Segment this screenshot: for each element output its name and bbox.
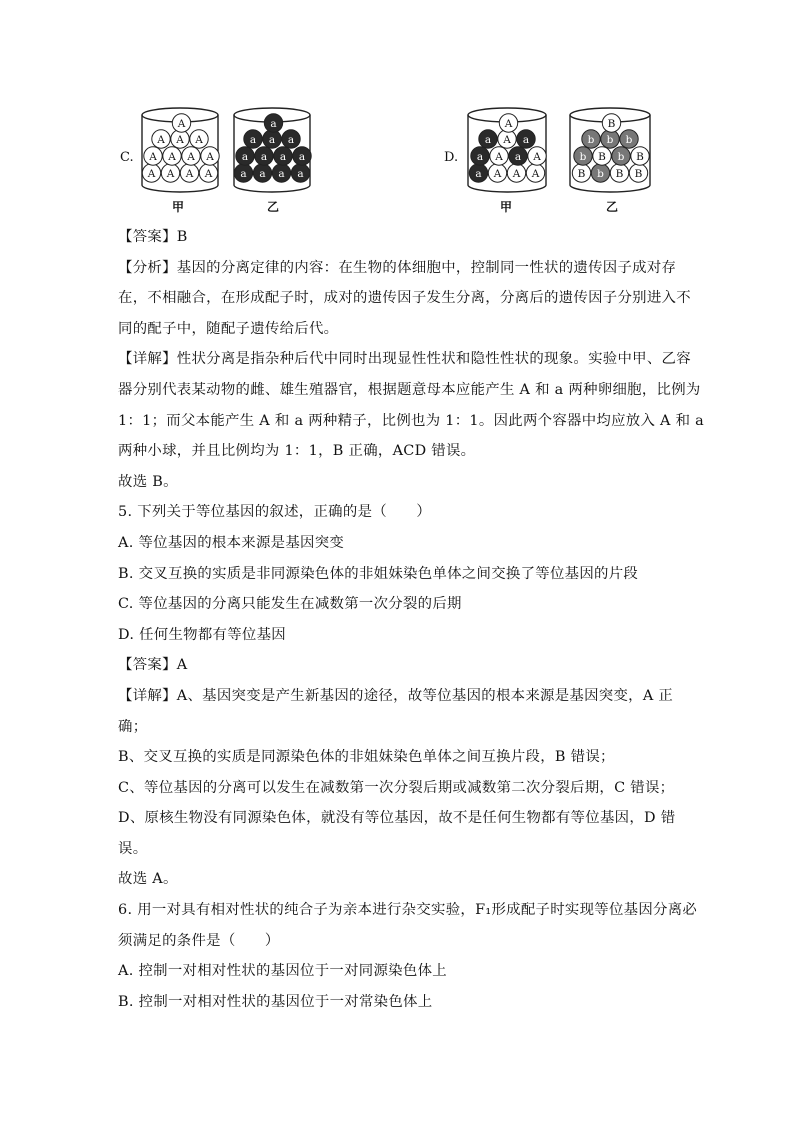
ball-a: [272, 164, 290, 182]
ball-A: [190, 130, 208, 148]
jar-c-yi: [232, 106, 312, 194]
explanation-line: 器分别代表某动物的雌、雄生殖器官，根据题意母本应能产生 A 和 a 两种卵细胞，比例为: [118, 381, 701, 398]
ball-A: [490, 147, 508, 165]
svg-text:a: a: [240, 167, 247, 180]
svg-text:A: A: [177, 117, 186, 130]
analysis-line: 同的配子中，随配子遗传给后代。: [118, 320, 339, 337]
ball-a: [255, 147, 273, 165]
svg-text:b: b: [617, 150, 625, 163]
svg-text:a: a: [484, 133, 492, 146]
conclusion-line: 故选 B。: [118, 473, 178, 490]
question-5-stem: 5. 下列关于等位基因的叙述，正确的是（ ）: [118, 504, 432, 521]
svg-text:A: A: [504, 117, 513, 130]
ball-a: [282, 130, 300, 148]
question-6-stem: 须满足的条件是（ ）: [118, 932, 280, 949]
question-5-option-c: C. 等位基因的分离只能发生在减数第一次分裂的后期: [118, 596, 462, 613]
explanation-line: 【详解】性状分离是指杂种后代中同时出现显性性状和隐性性状的现象。实验中甲、乙容: [118, 351, 691, 368]
svg-text:A: A: [493, 167, 502, 180]
jar-d-jia-label: 甲: [500, 200, 513, 214]
ball-A: [507, 164, 525, 182]
question-5-option-b: B. 交叉互换的实质是非同源染色体的非姐妹染色单体之间交换了等位基因的片段: [118, 565, 639, 582]
svg-text:A: A: [168, 150, 176, 163]
svg-text:a: a: [270, 117, 277, 130]
ball-a: [293, 147, 311, 165]
ball-a: [234, 164, 252, 182]
figure-row: [0, 98, 794, 218]
explanation-line: 误。: [118, 840, 148, 857]
analysis-line: 【分析】基因的分离定律的内容：在生物的体细胞中，控制同一性状的遗传因子成对存: [118, 259, 677, 276]
ball-a: [471, 147, 489, 165]
jar-d-yi-label: 乙: [606, 200, 619, 214]
ball-B: [572, 164, 590, 182]
ball-A: [144, 147, 162, 165]
svg-text:A: A: [185, 167, 194, 180]
ball-A: [526, 164, 544, 182]
question-6-stem: 6. 用一对具有相对性状的纯合子为亲本进行杂交实验，F₁形成配子时实现等位基因分离必: [118, 902, 698, 919]
ball-A: [180, 164, 198, 182]
svg-text:a: a: [278, 167, 285, 180]
svg-text:A: A: [147, 167, 156, 180]
ball-a: [236, 147, 254, 165]
svg-text:A: A: [533, 150, 541, 163]
svg-text:B: B: [615, 167, 624, 180]
svg-text:a: a: [268, 133, 276, 146]
svg-text:B: B: [607, 117, 616, 130]
svg-text:a: a: [259, 167, 266, 180]
explanation-line: 两种小球，并且比例均为 1：1，B 正确，ACD 错误。: [118, 443, 476, 460]
ball-b: [582, 130, 600, 148]
ball-A: [499, 114, 517, 132]
svg-text:A: A: [187, 150, 195, 163]
ball-B: [631, 147, 649, 165]
conclusion-line: 故选 A。: [118, 871, 178, 888]
ball-A: [488, 164, 506, 182]
svg-text:a: a: [260, 150, 268, 163]
svg-text:B: B: [636, 150, 644, 163]
ball-a: [253, 164, 271, 182]
svg-text:A: A: [503, 133, 511, 146]
ball-a: [479, 130, 497, 148]
jar-c-jia: [140, 106, 220, 194]
svg-text:a: a: [476, 150, 484, 163]
ball-b: [574, 147, 592, 165]
ball-a: [274, 147, 292, 165]
ball-A: [161, 164, 179, 182]
ball-b: [591, 164, 609, 182]
explanation-line: 确；: [118, 718, 148, 735]
svg-text:A: A: [195, 133, 203, 146]
svg-text:a: a: [279, 150, 287, 163]
explanation-line: 【详解】A、基因突变是产生新基因的途径，故等位基因的根本来源是基因突变，A 正: [118, 687, 674, 704]
svg-text:a: a: [522, 133, 530, 146]
answer-line-q5: 【答案】A: [118, 657, 188, 674]
svg-text:B: B: [598, 150, 606, 163]
answer-line-q4: 【答案】B: [118, 229, 188, 245]
ball-B: [629, 164, 647, 182]
svg-text:A: A: [166, 167, 175, 180]
svg-text:a: a: [249, 133, 257, 146]
ball-A: [142, 164, 160, 182]
svg-text:B: B: [634, 167, 643, 180]
svg-text:b: b: [625, 133, 633, 146]
ball-a: [244, 130, 262, 148]
ball-A: [199, 164, 217, 182]
svg-text:A: A: [149, 150, 157, 163]
svg-text:A: A: [531, 167, 540, 180]
document-text: [118, 222, 705, 1017]
svg-text:a: a: [514, 150, 522, 163]
ball-a: [517, 130, 535, 148]
svg-text:A: A: [176, 133, 184, 146]
svg-text:a: a: [297, 167, 304, 180]
jar-c-yi-label: 乙: [267, 200, 280, 214]
explanation-line: B、交叉互换的实质是同源染色体的非姐妹染色单体之间互换片段，B 错误；: [118, 749, 615, 766]
ball-B: [593, 147, 611, 165]
jar-d-jia: [466, 106, 548, 194]
svg-text:a: a: [475, 167, 482, 180]
ball-A: [201, 147, 219, 165]
svg-text:A: A: [204, 167, 213, 180]
ball-b: [612, 147, 630, 165]
svg-text:A: A: [495, 150, 503, 163]
ball-a: [509, 147, 527, 165]
ball-A: [172, 114, 190, 132]
ball-b: [620, 130, 638, 148]
ball-a: [291, 164, 309, 182]
ball-A: [163, 147, 181, 165]
explanation-line: 1：1；而父本能产生 A 和 a 两种精子，比例也为 1：1。因此两个容器中均应放入 A 和 a: [118, 412, 705, 429]
svg-text:B: B: [577, 167, 586, 180]
explanation-line: D、原核生物没有同源染色体，就没有等位基因，故不是任何生物都有等位基因，D 错: [118, 810, 676, 827]
svg-text:b: b: [597, 167, 604, 180]
question-5-option-a: A. 等位基因的根本来源是基因突变: [118, 534, 345, 551]
jar-c-jia-label: 甲: [172, 200, 185, 214]
svg-text:A: A: [157, 133, 165, 146]
ball-B: [610, 164, 628, 182]
svg-text:b: b: [587, 133, 595, 146]
analysis-line: 在，不相融合，在形成配子时，成对的遗传因子发生分离，分离后的遗传因子分别进入不: [118, 290, 691, 307]
svg-text:a: a: [298, 150, 306, 163]
svg-text:A: A: [512, 167, 521, 180]
option-c-label: C.: [120, 150, 134, 165]
svg-text:a: a: [241, 150, 249, 163]
ball-A: [182, 147, 200, 165]
explanation-line: C、等位基因的分离可以发生在减数第一次分裂后期或减数第二次分裂后期，C 错误；: [118, 779, 675, 796]
svg-text:b: b: [579, 150, 587, 163]
ball-a: [469, 164, 487, 182]
ball-B: [602, 114, 620, 132]
svg-text:a: a: [287, 133, 295, 146]
question-5-option-d: D. 任何生物都有等位基因: [118, 626, 286, 643]
svg-text:A: A: [206, 150, 214, 163]
ball-a: [264, 114, 282, 132]
ball-A: [152, 130, 170, 148]
jar-d-yi: [568, 106, 652, 194]
question-6-option-a: A. 控制一对相对性状的基因位于一对同源染色体上: [118, 963, 447, 980]
ball-A: [528, 147, 546, 165]
option-d-label: D.: [444, 150, 459, 165]
svg-text:b: b: [606, 133, 614, 146]
question-6-option-b: B. 控制一对相对性状的基因位于一对常染色体上: [118, 993, 433, 1010]
